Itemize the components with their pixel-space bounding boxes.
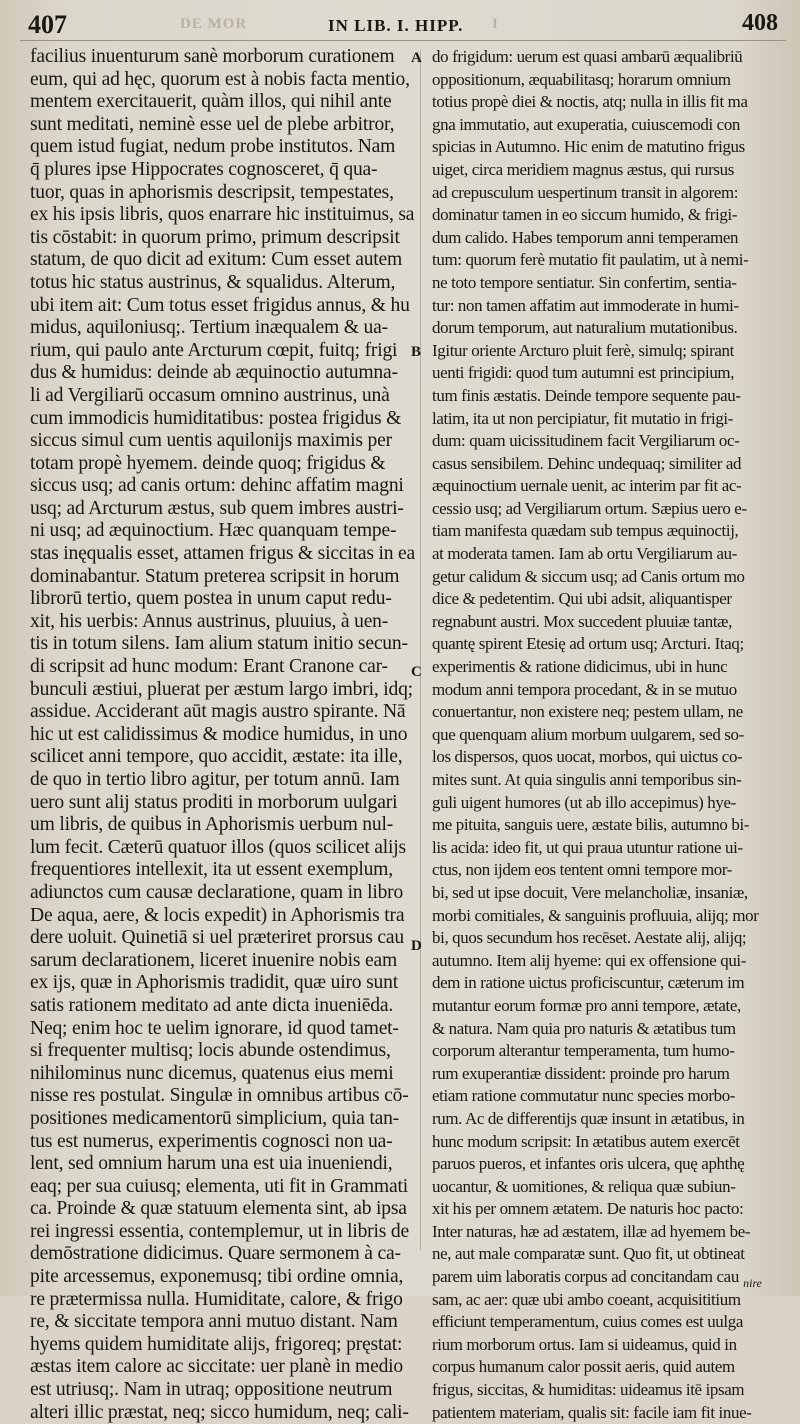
text-line: hunc modum scripsit: In ætatibus autem exercēt: [432, 1131, 740, 1151]
text-line: rum. Ac de differentijs quæ insunt in ætatibus, in: [432, 1108, 745, 1128]
text-line: dorum temporum, aut naturalium mutationibus.: [432, 318, 738, 338]
text-line: si frequenter multisq; locis abunde ostendimus,: [30, 1040, 391, 1062]
text-line: casus sensibilem. Dehinc undequaq; similiter ad: [432, 453, 742, 473]
show-through-text-left: DE MOR: [180, 16, 248, 32]
text-line: midus, aquiloniusq;. Tertium inæqualem & ua-: [30, 317, 388, 339]
text-line: satis rationem meditato ad ante dicta inueniēda.: [30, 994, 394, 1016]
text-line: assidue. Acciderant aūt magis austro spirante. Nā: [30, 701, 406, 723]
text-line: xit his per omnem ætatem. De naturis hoc pacto:: [432, 1199, 744, 1219]
text-line: experimentis & ratione didicimus, ubi in hunc: [432, 657, 728, 677]
text-line: siccus simul cum uentis aquilonijs maximis per: [30, 430, 392, 452]
text-line: modum anni tempora procedant, & in se mutuo: [432, 679, 737, 699]
text-line: rei ingressi essentia, contemplemur, ut in libris de: [30, 1220, 409, 1242]
text-line: siccus usq; ad canis ortum: dehinc affatim magni: [30, 475, 404, 497]
text-line: uiget, circa meridiem magnus æstus, qui rursus: [432, 159, 734, 179]
left-text-column: [30, 46, 415, 1424]
text-line: Igitur oriente Arcturo pluit ferè, simulq; spirant: [432, 340, 734, 360]
text-line: tum finis æstatis. Deinde tempore sequente pau-: [432, 385, 741, 405]
text-line: & natura. Nam quia pro naturis & ætatibus tum: [432, 1018, 736, 1038]
text-line: latim, ita ut non percipiatur, fit mutatio in frigi-: [432, 408, 734, 428]
text-line: tis in totum silens. Iam alium statum initio secun-: [30, 633, 408, 655]
section-marker-b: B: [411, 344, 422, 360]
running-title: IN LIB. I. HIPP.: [328, 16, 464, 35]
text-line: dominatur tamen in eo siccum humido, & frigi-: [432, 205, 738, 225]
text-line: rium morborum ortus. Iam si uideamus, quid in: [432, 1334, 737, 1354]
text-line: paruos pueros, et infantes oris ulcera, quę aphthę: [432, 1154, 745, 1174]
text-line: Inter naturas, hæ ad æstatem, illæ ad hyemem be-: [432, 1221, 751, 1241]
text-line: tum: quorum ferè mutatio fit paulatim, ut à nemi-: [432, 250, 749, 270]
text-line: ubi item ait: Cum totus esset frigidus annus, & hu: [30, 294, 410, 316]
text-line: dice & pedetentim. Qui ubi adsit, aliquantisper: [432, 589, 732, 609]
text-line: bi, sed ut ipse docuit, Vere melancholiæ, insaniæ,: [432, 882, 748, 902]
text-line: quantę spirent Etesię ad ortum usq; Arcturi. Itaq;: [432, 634, 744, 654]
text-line: totius propè diei & noctis, atq; nulla in illis fit ma: [432, 92, 748, 112]
text-line: adiunctos cum causæ declaratione, quam in libro: [30, 881, 404, 903]
text-line: tiam manifesta quædam sub tempus æquinoctij,: [432, 521, 739, 541]
text-line: hic ut est calidissimus & modice humidus, in uno: [30, 723, 408, 745]
text-line: do frigidum: uerum est quasi ambarū æqualibriū: [432, 47, 743, 66]
text-line: corpus humanum calor possit aeris, quid autem: [432, 1357, 735, 1377]
text-line: bunculi æstiui, pluerat per æstum largo imbri, idq;: [30, 678, 413, 700]
text-line: corporum alterantur temperamenta, tum humo-: [432, 1041, 735, 1061]
text-line: li ad Vergiliarū occasum omnino austrinus, unà: [30, 384, 390, 406]
text-line: eum, qui ad hęc, quorum est à nobis facta mentio,: [30, 68, 410, 90]
text-line: pite arcessemus, exponemusq; tibi ordine omnia,: [30, 1266, 404, 1288]
text-line: dere uoluit. Quinetiā si uel præteriret prorsus cau: [30, 927, 404, 949]
text-line: mites sunt. At quia singulis anni temporibus sin-: [432, 770, 742, 789]
text-line: librorū tertio, quem postea in unum caput redu-: [30, 588, 392, 610]
text-line: efficiunt temperamentum, cuius comes est uulga: [432, 1312, 743, 1332]
text-line: dominabantur. Statum preterea scripsit in horum: [30, 565, 400, 587]
text-line: regnabunt austri. Mox succedent pluuiæ tantæ,: [432, 611, 732, 631]
text-line: morbi comitiales, & sanguinis profluuia, alijq; mor: [432, 905, 759, 925]
text-line: rum exuperantiæ dissident: proinde pro harum: [432, 1063, 730, 1083]
text-line: ex ijs, quæ in Aphorismis tradidit, quæ uiro sunt: [30, 972, 398, 994]
text-line: patientem materiam, qualis sit: facile iam fit inue-: [432, 1402, 752, 1422]
text-line: que quenquam alium morbum uulgarem, sed so-: [432, 724, 744, 744]
text-line: tis cōstabit: in quorum primo, primum descripsit: [30, 226, 400, 248]
text-line: demōstratione didicimus. Quare sermonem à ca-: [30, 1243, 401, 1265]
text-line: scilicet anni tempore, quo accidit, æstate: ita ille,: [30, 746, 403, 768]
text-line: conuertantur, non existere neq; pestem ullam, ne: [432, 702, 743, 722]
text-line: um libris, de quibus in Aphorismis uerbum nul-: [30, 814, 394, 836]
text-line: guli uigent humores (ut ab illo accepimus) hye-: [432, 792, 736, 812]
text-line: ex his ipsis libris, quos enarrare hic instituimus, sa: [30, 204, 415, 226]
text-line: gna immutatio, aut exuperatia, cuiuscemodi con: [432, 114, 741, 134]
text-line: nihilominus nunc dicemus, quatenus eius memi: [30, 1062, 394, 1084]
text-line: nisse res postulat. Singulæ in omnibus artibus cō-: [30, 1085, 409, 1107]
text-line: ni usq; ad æquinoctium. Hæc quanquam tempe-: [30, 520, 397, 542]
text-line: de quo in tertio libro agitur, per totum annū. Iam: [30, 769, 400, 790]
text-line: totus hic status austrinus, & squalidus. Alterum,: [30, 271, 396, 293]
text-line: totam propè hyemem. deinde quoq; frigidus &: [30, 452, 386, 474]
page-header: [0, 6, 800, 42]
text-line: Neq; enim hoc te uelim ignorare, id quod tamet-: [30, 1017, 399, 1039]
text-line: ne, aut male comparatæ sunt. Quo fit, ut obtineat: [432, 1244, 745, 1264]
text-line: re, & siccitate tempora anni mutuo distant. Nam: [30, 1311, 398, 1333]
text-line: at moderata tamen. Iam ab ortu Vergiliarum au-: [432, 544, 738, 564]
text-line: frequentiores intellexit, ita ut essent exemplum,: [30, 859, 393, 881]
text-line: autumno. Item alij hyeme: qui ex offensione qui-: [432, 950, 747, 970]
text-line: ad crepusculum uespertinum transit in algorem:: [432, 182, 739, 202]
text-line: cessio usq; ad Vergiliarum ortum. Sæpius uero e-: [432, 498, 747, 518]
section-marker-c: C: [411, 664, 422, 680]
text-line: uenti frigidi: quod tum autumni est principium,: [432, 363, 735, 383]
text-line: eaq; per sua cuiusq; elementa, uti fit in Grammati: [30, 1175, 408, 1197]
text-line: quem istud fugiat, nedum probe institutos. Nam: [30, 136, 396, 158]
text-line: etiam ratione commutatur nunc species morbo-: [432, 1086, 736, 1106]
text-line: cum immodicis humiditatibus: postea frigidus &: [30, 407, 402, 429]
text-line: sarum declarationem, liceret inuenire nobis eam: [30, 949, 398, 971]
text-line: dum calido. Habes temporum anni temperamen: [432, 227, 739, 247]
text-line: tuor, quas in aphorismis descripsit, tempestates,: [30, 181, 394, 203]
page-number-right: 408: [742, 10, 778, 36]
text-line: tur: non tamen affatim aut immoderate in humi-: [432, 295, 739, 315]
text-line: oppositionum, æquabilitasq; horarum omnium: [432, 69, 731, 89]
header-rule: [20, 40, 786, 41]
text-line: getur calidum & siccum usq; ad Canis ortum mo: [432, 566, 745, 586]
text-line: di scripsit ad hunc modum: Erant Cranone car-: [30, 656, 388, 678]
text-line: q̄ plures ipse Hippocrates cognosceret, q̄ qua-: [30, 158, 378, 180]
text-line: me pituita, sanguis uere, æstate bilis, autumno bi-: [432, 815, 750, 835]
text-line: tus est numerus, experimentis cognosci non ua-: [30, 1130, 393, 1152]
text-line: bi, quos secundum hos recēset. Aestate alij, alijq;: [432, 928, 747, 948]
section-marker-d: D: [411, 938, 422, 954]
text-line: facilius inuenturum sanè morborum curationem: [30, 46, 395, 67]
text-line: mutantur eorum formæ pro anni tempore, ætate,: [432, 995, 741, 1015]
text-line: stas inęqualis esset, attamen frigus & siccitas in ea: [30, 543, 415, 565]
text-line: dus & humidus: deinde ab æquinoctio autumna-: [30, 362, 398, 384]
text-line: mentem exercitauerit, quàm illos, qui nihil ante: [30, 91, 392, 113]
catchword: nire: [743, 1276, 762, 1290]
text-line: statum, de quo dicit ad exitum: Cum esset autem: [30, 249, 403, 271]
text-line: re prætermissa nulla. Humiditate, calore, & frigo: [30, 1288, 403, 1310]
text-line: ctus, non ijdem eos tentent omni tempore mor-: [432, 860, 733, 880]
text-line: ne toto tempore sentiatur. Sin confertim, sentia-: [432, 272, 737, 292]
text-line: rium, qui paulo ante Arcturum cœpit, fuitq; frigi: [30, 339, 398, 361]
text-line: sunt meditati, neminè esse uel de plebe arbitror,: [30, 113, 395, 135]
text-line: lent, sed omnium harum una est uia inueniendi,: [30, 1153, 393, 1175]
show-through-text-right: I: [492, 16, 499, 32]
page-number-left: 407: [28, 10, 67, 39]
text-line: alteri illic præstat, neq; sicco humidum, neq; cali-: [30, 1401, 409, 1423]
text-line: æstas item calore ac siccitate: uer planè in medio: [30, 1356, 404, 1378]
text-line: dem in ratione uictus proficiscuntur, cæterum im: [432, 973, 745, 993]
text-line: lis acida: ideo fit, ut qui praua utuntur ratione ui-: [432, 837, 743, 857]
text-line: sam, ac aer: quæ ubi ambo coeant, acquisititium: [432, 1289, 741, 1309]
text-line: est utriusq;. Nam in utraq; oppositione neutrum: [30, 1379, 393, 1401]
text-line: los dispersos, quos uocat, morbos, qui uictus co-: [432, 747, 743, 767]
text-line: De aqua, aere, & locis expedit) in Aphorismis tra: [30, 904, 405, 926]
text-line: ca. Proinde & quæ statuum elementa sint, ab ipsa: [30, 1198, 407, 1220]
text-line: uero sunt alij status proditi in morborum uulgari: [30, 791, 398, 813]
section-marker-a: A: [411, 50, 422, 66]
text-line: frigus, siccitas, & humiditas: uideamus itē ipsam: [432, 1380, 745, 1400]
text-line: hyems quidem humiditate alijs, frigoreq; pręstat:: [30, 1333, 403, 1355]
text-line: usq; ad Arcturum æstus, sub quem imbres austri-: [30, 497, 404, 519]
text-line: xit, his uerbis: Annus austrinus, pluuius, à uen-: [30, 610, 389, 632]
text-line: spicias in Autumno. Hic enim de matutino frigus: [432, 137, 745, 157]
text-line: æquinoctium uernale uenit, ac interim par fit ac-: [432, 476, 742, 496]
column-divider: [420, 50, 421, 1250]
text-line: lum fecit. Cæterū quatuor illos (quos scilicet alijs: [30, 836, 406, 858]
text-line: parem uim laboratis corpus ad concitandam cau: [432, 1267, 739, 1287]
text-line: positiones medicamentorū simplicium, quia tan-: [30, 1107, 399, 1129]
text-line: uocantur, & uomitiones, & reliqua quæ subiun-: [432, 1176, 736, 1196]
text-line: dum: quam uicissitudinem facit Vergiliarum oc-: [432, 431, 740, 451]
right-text-column: [432, 46, 777, 1424]
